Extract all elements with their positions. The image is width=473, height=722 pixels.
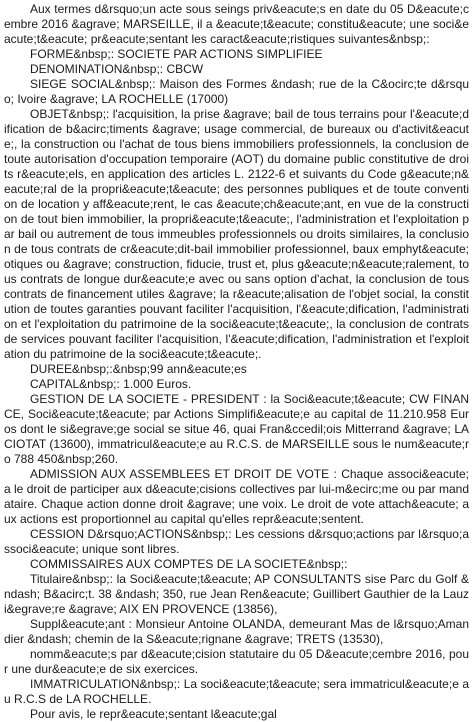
denomination-paragraph: DENOMINATION&nbsp;: CBCW xyxy=(30,62,204,76)
signature-paragraph: Pour avis, le repr&eacute;sentant l&eacute;gal xyxy=(30,707,277,721)
cession-actions-paragraph: CESSION D&rsquo;ACTIONS&nbsp;: Les cessions d&rsquo;actions par l&rsquo;associ&eacute; unique sont libres. xyxy=(4,527,469,556)
siege-social-paragraph: SIEGE SOCIAL&nbsp;: Maison des Formes &ndash; rue de la C&ocirc;te d&rsquo; Ivoire &agrave; LA ROCHELLE (17000) xyxy=(4,77,469,106)
immatriculation-paragraph: IMMATRICULATION&nbsp;: La soci&eacute;t&eacute; sera immatricul&eacute;e au R.C.S de LA ROCHELLE. xyxy=(4,677,469,706)
gestion-president-paragraph: GESTION DE LA SOCIETE - PRESIDENT : la Soci&eacute;t&eacute; CW FINANCE, Soci&eacute;t&eacute; par Actions Simplifi&eacute;e au capital de 11.210.958 Euros dont le si&egrave;ge social se situe 46, quai Fran&ccedil;ois Mitterrand &agrave; LA CIOTAT (13600), immatricul&eacute;e au R.C.S. de MARSEILLE sous le num&eacute;ro 788 450&nbsp;260. xyxy=(4,392,469,466)
duree-paragraph: DUREE&nbsp;:&nbsp;99 ann&eacute;es xyxy=(30,362,247,376)
commissaires-heading: COMMISSAIRES AUX COMPTES DE LA SOCIETE&nbsp;: xyxy=(30,557,348,571)
capital-paragraph: CAPITAL&nbsp;: 1.000 Euros. xyxy=(30,377,192,391)
forme-paragraph: FORME&nbsp;: SOCIETE PAR ACTIONS SIMPLIFIEE xyxy=(30,47,323,61)
objet-paragraph: OBJET&nbsp;: l'acquisition, la prise &agrave; bail de tous terrains pour l'&eacute;dification de b&acirc;timents &agrave; usage commercial, de bureaux ou d'activit&eacute;, la construction ou l'achat de tous biens immobiliers professionnels, la conclusion de toute autorisation d'occupation temporaire (AOT) du domaine public constitutive de droits r&eacute;els, en application des articles L. 2122-6 et suivants du Code g&eacute;n&eacute;ral de la propri&eacute;t&eacute; des personnes publiques et de toute convention de location y aff&eacute;rent, le cas &eacute;ch&eacute;ant, en vue de la construction de tout bien immobilier, la propri&eacute;t&eacute;, l'administration et l'exploitation par bail ou autrement de tous immeubles professionnels ou droits similaires, la conclusion de tous contrats de cr&eacute;dit-bail immobilier professionnel, baux emphyt&eacute;otiques ou &agrave; construction, fiducie, trust et, plus g&eacute;n&eacute;ralement, tous contrats de longue dur&eacute;e avec ou sans option d'achat, la conclusion de tous contrats de financement utiles &agrave; la r&eacute;alisation de l'objet social, la constitution de toutes garanties pouvant faciliter l'acquisition, l'&eacute;dification, l'administration et l'exploitation du patrimoine de la soci&eacute;t&eacute;, la conclusion de contrats de services pouvant faciliter l'acquisition, l'&eacute;dification, l'administration et l'exploitation du patrimoine de la soci&eacute;t&eacute;. xyxy=(4,107,469,361)
admission-vote-paragraph: ADMISSION AUX ASSEMBLEES ET DROIT DE VOTE : Chaque associ&eacute; a le droit de participer aux d&eacute;cisions collectives par lui-m&ecirc;me ou par mandataire. Chaque action donne droit &agrave; une voix. Le droit de vote attach&eacute; aux actions est proportionnel au capital qu'elles repr&eacute;sentent. xyxy=(4,467,469,526)
titulaire-paragraph: Titulaire&nbsp;: la Soci&eacute;t&eacute; AP CONSULTANTS sise Parc du Golf &ndash; B&acirc;t. 38 &ndash; 350, rue Jean Ren&eacute; Guillibert Gauthier de la Lauzi&egrave;re &agrave; AIX EN PROVENCE (13856), xyxy=(4,572,469,616)
notice-intro-paragraph: Aux termes d&rsquo;un acte sous seings priv&eacute;s en date du 05 D&eacute;cembre 2016 &agrave; MARSEILLE, il a &eacute;t&eacute; constitu&eacute; une soci&eacute;t&eacute; pr&eacute;sentant les caract&eacute;ristiques suivantes&nbsp;: xyxy=(4,2,469,46)
suppleant-paragraph: Suppl&eacute;ant : Monsieur Antoine OLANDA, demeurant Mas de l&rsquo;Amandier &ndash; chemin de la S&eacute;rignane &agrave; TRETS (13530), xyxy=(4,617,469,646)
nomination-paragraph: nomm&eacute;s par d&eacute;cision statutaire du 05 D&eacute;cembre 2016, pour une dur&eacute;e de six exercices. xyxy=(4,647,469,676)
